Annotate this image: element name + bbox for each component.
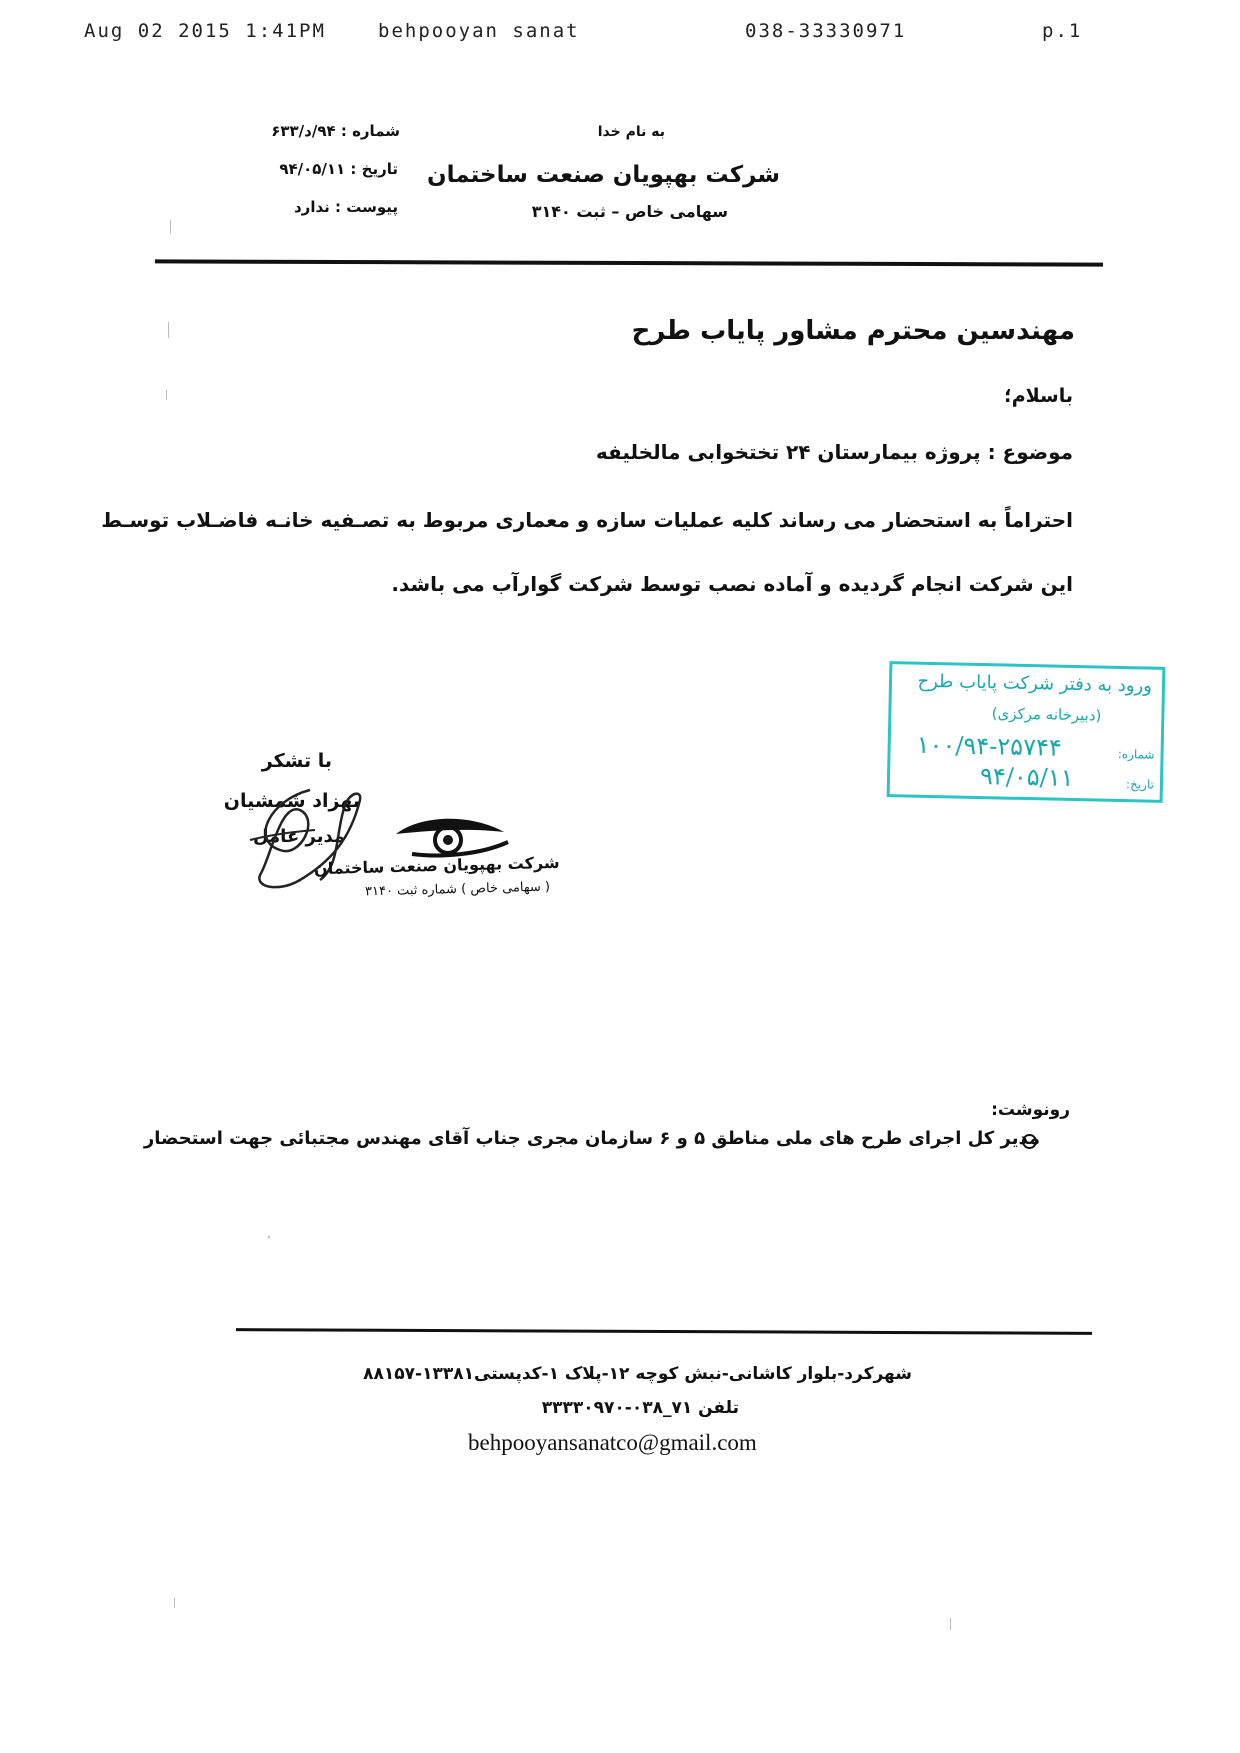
- receipt-stamp: [887, 661, 1166, 803]
- fax-sender: behpooyan sanat: [378, 20, 580, 42]
- signer-title: مدیر عامل: [252, 826, 345, 847]
- scan-speck: [950, 1618, 951, 1630]
- closing: با تشکر: [261, 750, 332, 772]
- invocation: به نام خدا: [597, 124, 665, 140]
- scan-speck: [268, 1236, 270, 1238]
- cc-bullet-icon: [1022, 1134, 1037, 1149]
- scan-speck: [174, 1598, 175, 1608]
- recipient: مهندسین محترم مشاور پایاب طرح: [631, 316, 1075, 346]
- scan-speck: [168, 322, 169, 338]
- fax-phone: 038-33330971: [745, 20, 907, 42]
- stamp-date-value: ۹۴/۰۵/۱۱: [979, 762, 1074, 793]
- letter-number: شماره : ۹۴/د/۶۳۳: [271, 122, 400, 140]
- scan-speck: [166, 390, 167, 400]
- greeting: باسلام؛: [1004, 385, 1073, 407]
- signer-name: بهزاد شمشیان: [223, 790, 360, 812]
- letter-date: تاریخ : ۹۴/۰۵/۱۱: [279, 160, 398, 178]
- scan-speck: [170, 220, 171, 234]
- fax-datetime: Aug 02 2015 1:41PM: [84, 20, 326, 42]
- stamp-number-value: ۱۰۰/۹۴-۲۵۷۴۴: [916, 730, 1063, 762]
- footer-phone: تلفن ۷۱_۰۳۸-۳۳۳۳۰۹۷۰: [541, 1398, 739, 1418]
- seal-registration: ( سهامی خاص ) شماره ثبت ۳۱۴۰: [364, 879, 551, 900]
- cc-item: مدیر کل اجرای طرح های ملی مناطق ۵ و ۶ سازمان مجری جناب آقای مهندس مجتبائی جهت استحضار: [143, 1128, 1040, 1149]
- subject: موضوع : پروژه بیمارستان ۲۴ تختخوابی مالخلیفه: [595, 440, 1073, 464]
- header-rule: [155, 259, 1103, 266]
- handwritten-signature: [240, 780, 380, 900]
- footer-email: behpooyansanatco@gmail.com: [468, 1430, 757, 1455]
- company-type: سهامی خاص – ثبت ۳۱۴۰: [531, 202, 728, 221]
- cc-label: رونوشت:: [991, 1100, 1070, 1120]
- footer-rule: [236, 1328, 1092, 1335]
- stamp-title: ورود به دفتر شرکت پایاب طرح: [917, 670, 1153, 697]
- body-line-2: این شرکت انجام گردیده و آماده نصب توسط شرکت گوارآب می باشد.: [391, 572, 1073, 596]
- company-name: شرکت بهپویان صنعت ساختمان: [426, 162, 780, 188]
- stamp-number-label: شماره:: [1117, 746, 1155, 762]
- stamp-subtitle: (دبیرخانه مرکزی): [991, 704, 1102, 725]
- body-line-1: احتراماً به استحضار می رساند کلیه عملیات سازه و معماری مربوط به تصـفیه خانـه فاضـلاب توسـط: [101, 508, 1073, 532]
- letter-attachment: پیوست : ندارد: [293, 198, 398, 216]
- fax-page: p.1: [1042, 20, 1083, 42]
- stamp-date-label: تاریخ:: [1125, 777, 1155, 792]
- footer-address: شهرکرد-بلوار کاشانی-نبش کوچه ۱۲-پلاک ۱-کدپستی۱۳۳۸۱-۸۸۱۵۷: [363, 1364, 912, 1384]
- seal-company: شرکت بهپویان صنعت ساختمان: [314, 852, 561, 879]
